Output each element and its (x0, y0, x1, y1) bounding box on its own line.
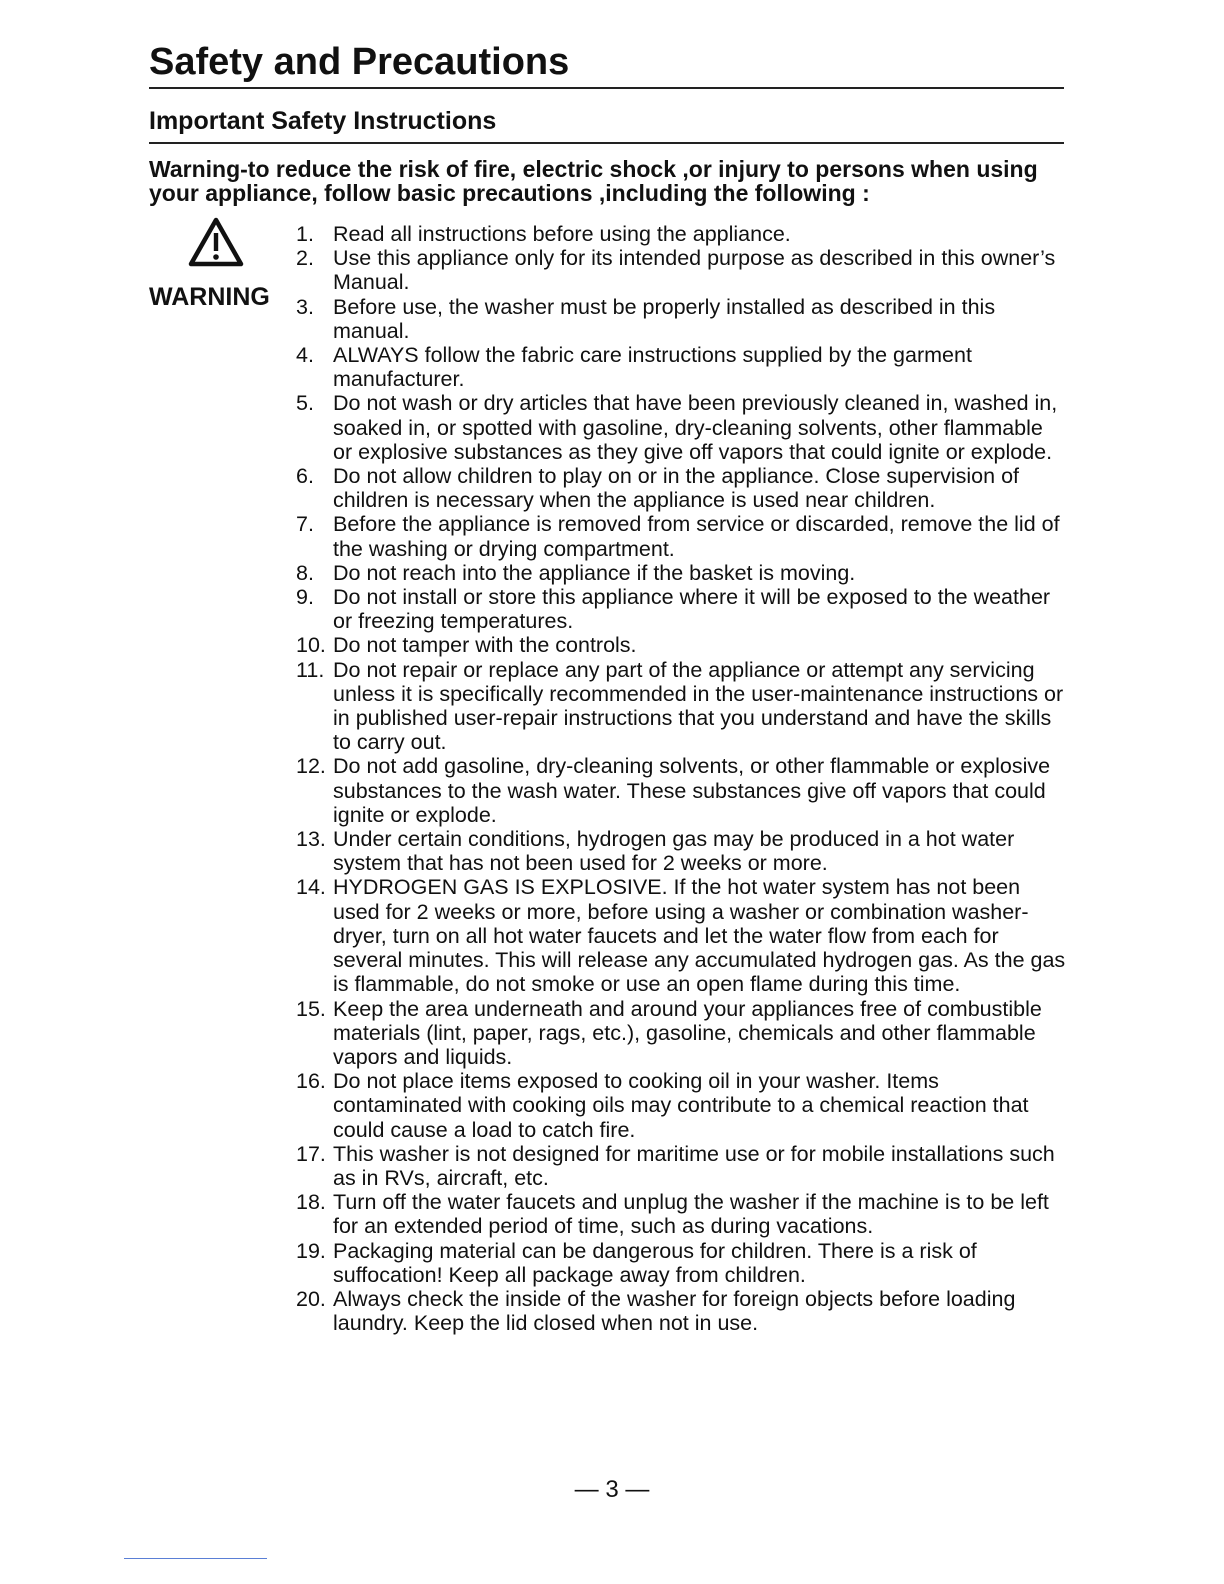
item-number: 6. (296, 464, 314, 489)
list-item (296, 1287, 1066, 1335)
item-number: 19. (296, 1238, 326, 1263)
item-text: Do not wash or dry articles that have been previously cleaned in, washed in, soaked in, or spotted with gasoline, dry-cleaning solvents, other flammable or explosive substances as they give off vapors that could ignite or explode. (333, 391, 1058, 464)
item-text: Do not install or store this appliance where it will be exposed to the weather or freezing temperatures. (333, 585, 1051, 634)
list-item (296, 561, 1066, 585)
list-item (296, 875, 1066, 996)
item-number: 9. (296, 585, 314, 610)
item-text: Do not repair or replace any part of the appliance or attempt any servicing unless it is specifically recommended in the user-maintenance instructions or in published user-repair instructions that you understand and have the skills to carry out. (333, 657, 1064, 755)
item-number: 3. (296, 294, 314, 319)
item-text: Under certain conditions, hydrogen gas may be produced in a hot water system that has not been used for 2 weeks or more. (333, 827, 1015, 876)
item-number: 7. (296, 512, 314, 537)
list-item (296, 246, 1066, 294)
item-text: Do not place items exposed to cooking oil in your washer. Items contaminated with cooking oils may contribute to a chemical reaction that could cause a load to catch fire. (333, 1069, 1029, 1142)
list-item (296, 1190, 1066, 1238)
list-item (296, 391, 1066, 464)
item-text: Do not add gasoline, dry-cleaning solvents, or other flammable or explosive substances to the wash water. These substances give off vapors that could ignite or explode. (333, 754, 1051, 827)
item-number: 8. (296, 560, 314, 585)
section-divider (149, 142, 1064, 144)
warning-label: WARNING (149, 283, 270, 311)
page-title: Safety and Precautions (149, 41, 570, 83)
item-number: 12. (296, 754, 326, 779)
list-item (296, 1239, 1066, 1287)
item-text: Always check the inside of the washer for foreign objects before loading laundry. Keep the lid closed when not in use. (333, 1286, 1016, 1336)
section-title: Important Safety Instructions (149, 107, 497, 135)
list-item (296, 754, 1066, 827)
item-number: 5. (296, 391, 314, 416)
item-number: 14. (296, 875, 326, 900)
item-number: 10. (296, 633, 326, 658)
list-item (296, 1069, 1066, 1142)
item-number: 13. (296, 827, 326, 852)
page-number: — 3 — (574, 1476, 650, 1503)
list-item (296, 827, 1066, 875)
item-number: 20. (296, 1286, 326, 1311)
footer-divider (124, 1558, 267, 1559)
list-item (296, 512, 1066, 560)
list-item (296, 343, 1066, 391)
item-text: Before the appliance is removed from service or discarded, remove the lid of the washing or drying compartment. (333, 512, 1060, 561)
list-item (296, 464, 1066, 512)
item-number: 15. (296, 996, 326, 1021)
item-text: Keep the area underneath and around your appliances free of combustible materials (lint, paper, rags, etc.), gasoline, chemicals and other flammable vapors and liquids. (333, 996, 1042, 1069)
list-item (296, 295, 1066, 343)
list-item (296, 222, 1066, 246)
warning-intro: Warning-to reduce the risk of fire, electric shock ,or injury to persons when using your appliance, follow basic precautions ,including the following : (149, 156, 1038, 206)
item-number: 16. (296, 1069, 326, 1094)
instruction-list (296, 222, 1066, 1335)
item-number: 18. (296, 1190, 326, 1215)
item-number: 11. (296, 657, 325, 682)
item-text: ALWAYS follow the fabric care instructions supplied by the garment manufacturer. (333, 343, 972, 392)
item-number: 4. (296, 343, 314, 368)
item-text: This washer is not designed for maritime use or for mobile installations such as in RVs, aircraft, etc. (333, 1141, 1055, 1190)
item-number: 1. (296, 222, 314, 246)
list-item (296, 1142, 1066, 1190)
item-text: Before use, the washer must be properly installed as described in this manual. (333, 294, 996, 343)
item-text: Do not tamper with the controls. (333, 633, 637, 658)
list-item (296, 633, 1066, 657)
item-number: 2. (296, 246, 314, 271)
item-text: HYDROGEN GAS IS EXPLOSIVE. If the hot water system has not been used for 2 weeks or more, before using a washer or combination washer-dryer, turn on all hot water faucets and let the water flow from each for several minutes. This will release any accumulated hydrogen gas. As the gas is flammable, do not smoke or use an open flame during this time. (333, 875, 1066, 997)
list-item (296, 585, 1066, 633)
item-text: Use this appliance only for its intended purpose as described in this owner’s Manual. (333, 246, 1056, 295)
item-text: Turn off the water faucets and unplug the washer if the machine is to be left for an extended period of time, such as during vacations. (333, 1190, 1049, 1239)
item-text: Do not reach into the appliance if the basket is moving. (333, 560, 856, 585)
item-text: Do not allow children to play on or in the appliance. Close supervision of children is necessary when the appliance is used near children. (333, 464, 1020, 513)
item-text: Packaging material can be dangerous for children. There is a risk of suffocation! Keep all package away from children. (333, 1238, 977, 1287)
list-item (296, 658, 1066, 755)
list-item (296, 997, 1066, 1070)
warning-triangle-icon (187, 216, 245, 268)
item-number: 17. (296, 1141, 326, 1166)
title-divider (149, 87, 1064, 89)
item-text: Read all instructions before using the appliance. (333, 222, 791, 246)
